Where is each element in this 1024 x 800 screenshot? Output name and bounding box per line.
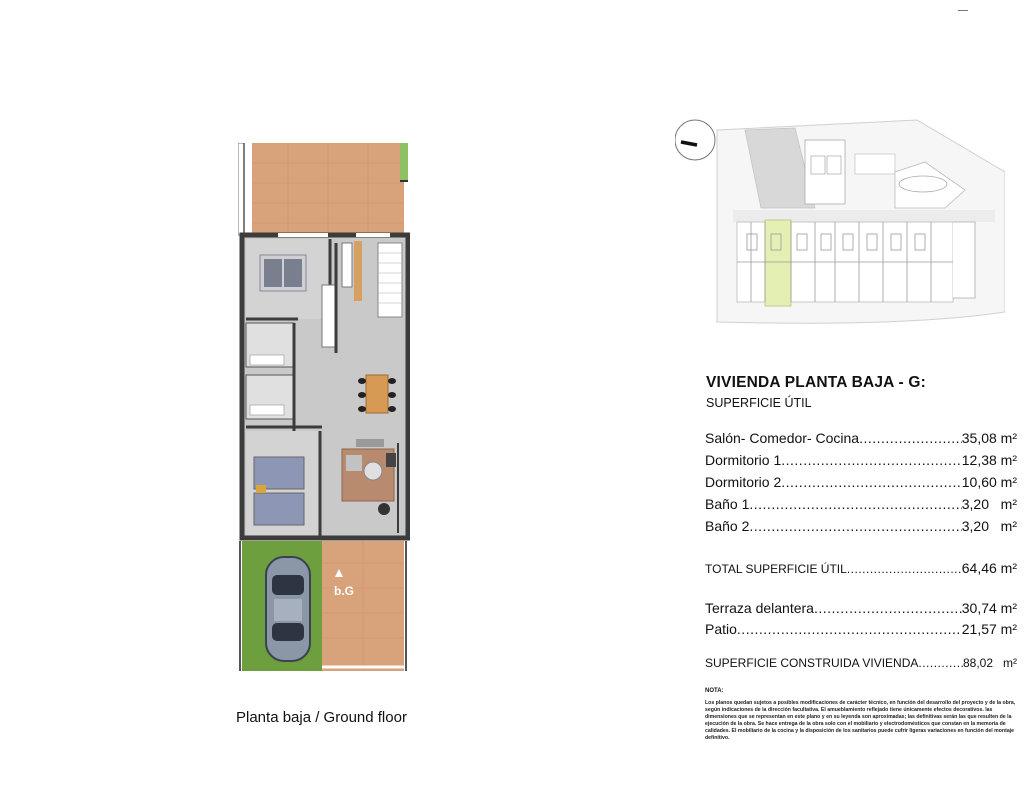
- room-label: Dormitorio 2: [705, 474, 782, 490]
- ground-floor-plan: [238, 143, 410, 671]
- room-row: [705, 496, 1017, 512]
- north-compass-icon: [675, 120, 715, 160]
- exterior-value: 30,74 m²: [961, 600, 1017, 616]
- back-side-wall-left: [238, 143, 244, 235]
- top-edge-mark: [958, 10, 968, 11]
- room-value: 10,60 m²: [961, 474, 1017, 490]
- room-label: Dormitorio 1: [705, 452, 782, 468]
- room-value: 12,38 m²: [961, 452, 1017, 468]
- exterior-row: [705, 621, 1017, 637]
- unit-title: VIVIENDA PLANTA BAJA - G:: [706, 374, 926, 391]
- exterior-value: 21,57 m²: [961, 621, 1017, 637]
- built-area-label: SUPERFICIE CONSTRUIDA VIVIENDA: [705, 656, 919, 670]
- room-value: 35,08 m²: [961, 430, 1017, 446]
- exterior-row: [705, 600, 1017, 616]
- total-row: [705, 560, 1017, 576]
- built-area-value: 88,02 m²: [962, 656, 1017, 670]
- exterior-label: Terraza delantera: [705, 600, 814, 616]
- back-hedge: [400, 143, 408, 181]
- highlighted-unit: [765, 220, 791, 306]
- bed-2a: [254, 457, 304, 489]
- room-value: 3,20 m²: [961, 496, 1017, 512]
- unit-subtitle: SUPERFICIE ÚTIL: [706, 396, 812, 410]
- unit-label: b.G: [334, 584, 354, 598]
- total-value: 64,46 m²: [961, 560, 1017, 576]
- floor-plan-caption: Planta baja / Ground floor: [236, 709, 407, 726]
- site-location-plan: [675, 112, 1005, 332]
- room-row: [705, 452, 1017, 468]
- kitchen-counter: [322, 285, 336, 347]
- built-area-row: [705, 656, 1017, 670]
- room-label: Baño 2: [705, 518, 750, 534]
- note-title: NOTA:: [705, 688, 724, 694]
- room-label: Salón- Comedor- Cocina: [705, 430, 860, 446]
- room-label: Baño 1: [705, 496, 750, 512]
- room-row: [705, 430, 1017, 446]
- total-label: TOTAL SUPERFICIE ÚTIL: [705, 562, 847, 576]
- dining-table: [366, 375, 388, 413]
- exterior-label: Patio: [705, 621, 737, 637]
- room-value: 3,20 m²: [961, 518, 1017, 534]
- room-row: [705, 474, 1017, 490]
- bed-2b: [254, 493, 304, 525]
- note-text: Los planos quedan sujetos a posibles modificaciones de carácter técnico, en función del desarrollo del proyecto y de la obra, según indicaciones de la dirección facultativa. El amueblamiento reflejado tiene únicamente efectos decorativos. las dimensiones que se representan en este plano y en su leyenda son aproximadas; las definitivas serán las que resulten de la ejecución de la obra. Se hace entrega de la obra solo con el mobiliario y electrodomésticos que constan en la memoria de calidades. El mobiliario de la cocina y la disposición de los sanitarios puede cufrir ligeras variaciones en función del montaje definitivo.: [705, 700, 1016, 741]
- floor-plan-drawing: [238, 143, 410, 671]
- room-row: [705, 518, 1017, 534]
- car-icon: [266, 557, 310, 661]
